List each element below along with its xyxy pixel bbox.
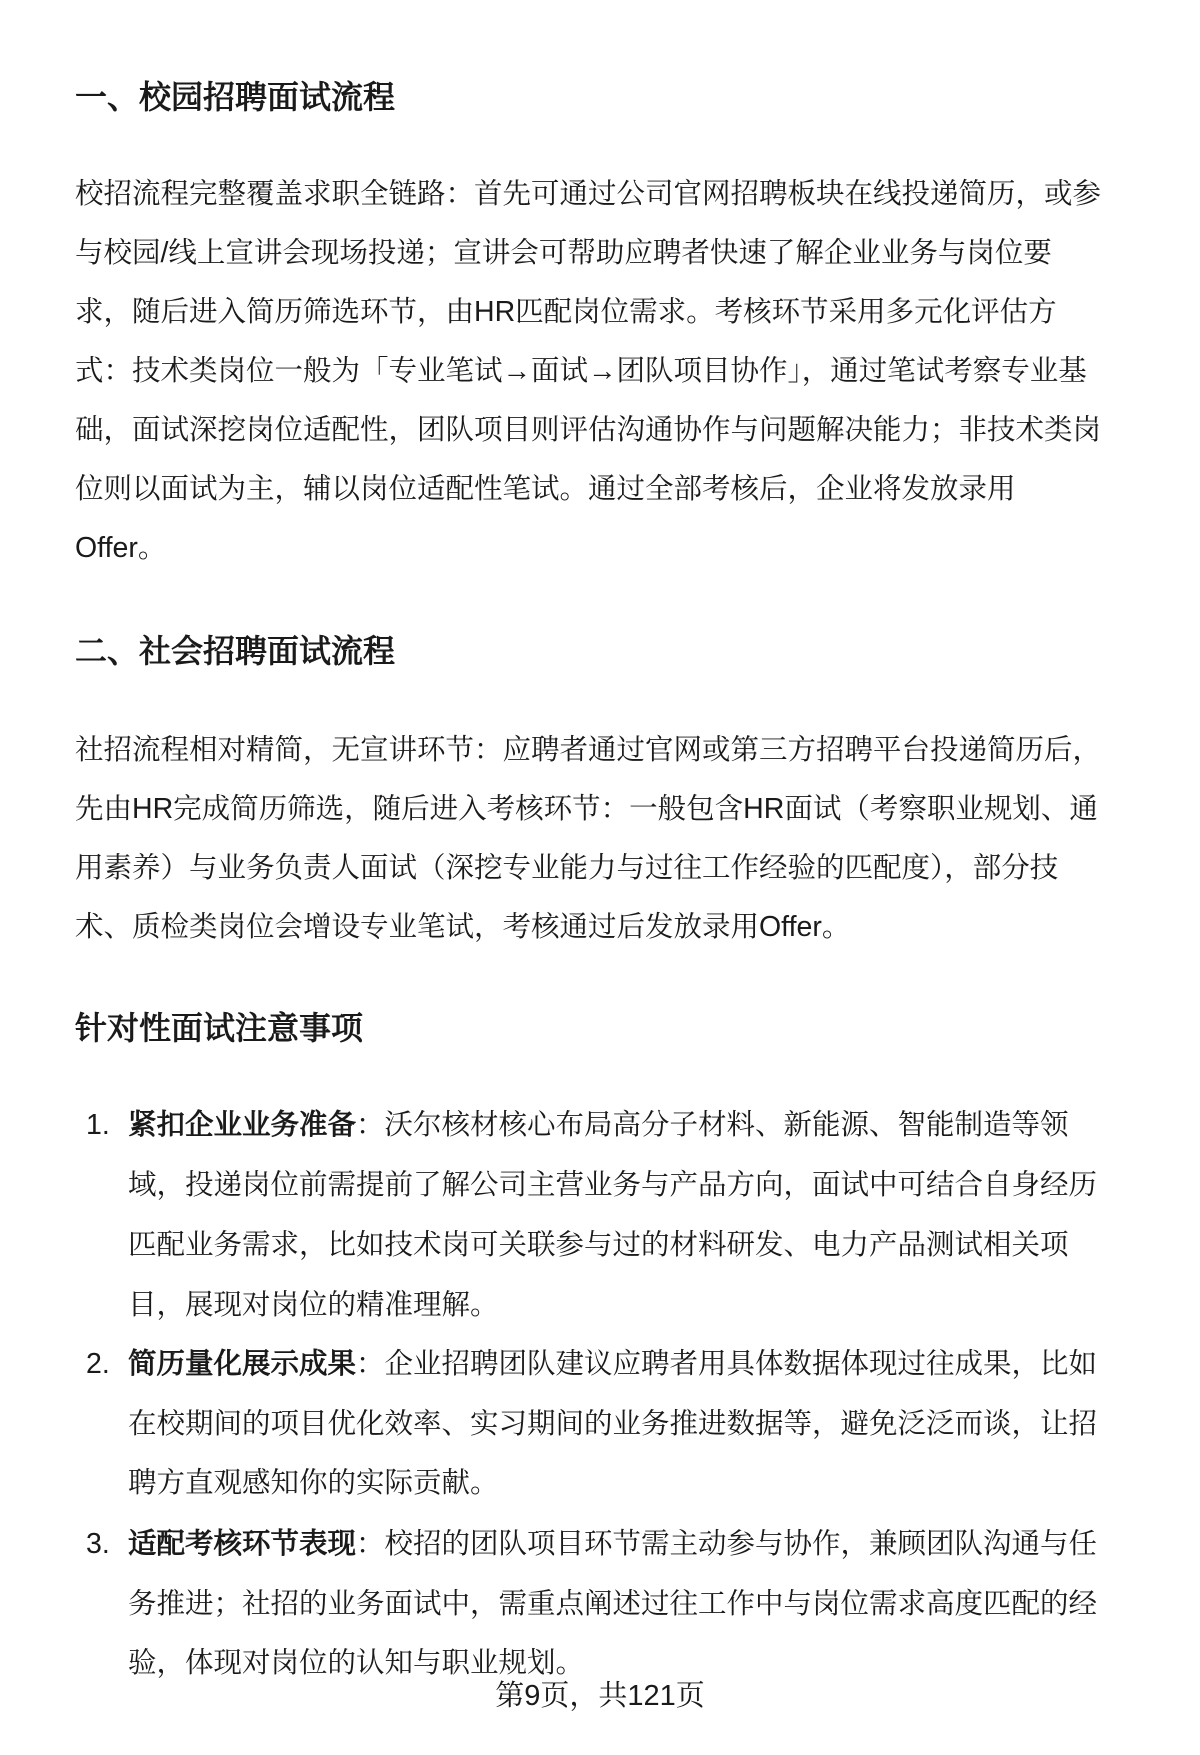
paragraph-line: 先由HR完成简历筛选，随后进入考核环节：一般包含HR面试（考察职业规划、通 [75, 793, 1098, 825]
paragraph-line: 式：技术类岗位一般为「专业笔试→面试→团队项目协作」，通过笔试考察专业基 [75, 355, 1087, 387]
list-item-title: 适配考核环节表现 [128, 1528, 357, 1560]
list-item-line: 务推进；社招的业务面试中，需重点阐述过往工作中与岗位需求高度匹配的经 [128, 1588, 1098, 1620]
page-number: 第9页，共121页 [495, 1680, 705, 1712]
list-item-text: ：沃尔核材核心布局高分子材料、新能源、智能制造等领 [356, 1109, 1069, 1141]
paragraph-line: 社招流程相对精简，无宣讲环节：应聘者通过官网或第三方招聘平台投递简历后， [75, 734, 1102, 766]
paragraph-line: 位则以面试为主，辅以岗位适配性笔试。通过全部考核后，企业将发放录用 [75, 473, 1016, 505]
section-heading: 针对性面试注意事项 [75, 1010, 364, 1046]
list-item-line: 聘方直观感知你的实际贡献。 [128, 1467, 499, 1499]
list-item-title: 紧扣企业业务准备 [128, 1109, 357, 1141]
list-number: 2. [86, 1348, 110, 1380]
paragraph-line: 础，面试深挖岗位适配性，团队项目则评估沟通协作与问题解决能力；非技术类岗 [75, 414, 1102, 446]
paragraph-line: 求，随后进入简历筛选环节，由HR匹配岗位需求。考核环节采用多元化评估方 [75, 296, 1057, 328]
paragraph-line: 校招流程完整覆盖求职全链路：首先可通过公司官网招聘板块在线投递简历，或参 [75, 178, 1102, 210]
list-item-text: ：企业招聘团队建议应聘者用具体数据体现过往成果，比如 [356, 1348, 1098, 1380]
list-number: 3. [86, 1528, 110, 1560]
list-item-title: 简历量化展示成果 [128, 1348, 357, 1380]
list-item-line: 域，投递岗位前需提前了解公司主营业务与产品方向，面试中可结合自身经历 [128, 1169, 1098, 1201]
list-item-line: 在校期间的项目优化效率、实习期间的业务推进数据等，避免泛泛而谈，让招 [128, 1408, 1098, 1440]
paragraph-line: 术、质检类岗位会增设专业笔试，考核通过后发放录用Offer。 [75, 911, 851, 943]
paragraph-line: Offer。 [75, 532, 167, 564]
paragraph-line: 用素养）与业务负责人面试（深挖专业能力与过往工作经验的匹配度），部分技 [75, 852, 1059, 884]
list-item-line: 验，体现对岗位的认知与职业规划。 [128, 1647, 585, 1679]
list-item-line: 匹配业务需求，比如技术岗可关联参与过的材料研发、电力产品测试相关项 [128, 1229, 1069, 1261]
list-number: 1. [86, 1109, 110, 1141]
section-heading: 一、校园招聘面试流程 [75, 79, 396, 115]
section-heading: 二、社会招聘面试流程 [75, 633, 396, 669]
paragraph-line: 与校园/线上宣讲会现场投递；宣讲会可帮助应聘者快速了解企业业务与岗位要 [75, 237, 1052, 269]
list-item-first-line [128, 1524, 1097, 1564]
list-item-first-line [128, 1344, 1097, 1384]
list-item-text: ：校招的团队项目环节需主动参与协作，兼顾团队沟通与任 [356, 1528, 1098, 1560]
list-item-line: 目，展现对岗位的精准理解。 [128, 1289, 499, 1321]
list-item-first-line [128, 1105, 1069, 1145]
